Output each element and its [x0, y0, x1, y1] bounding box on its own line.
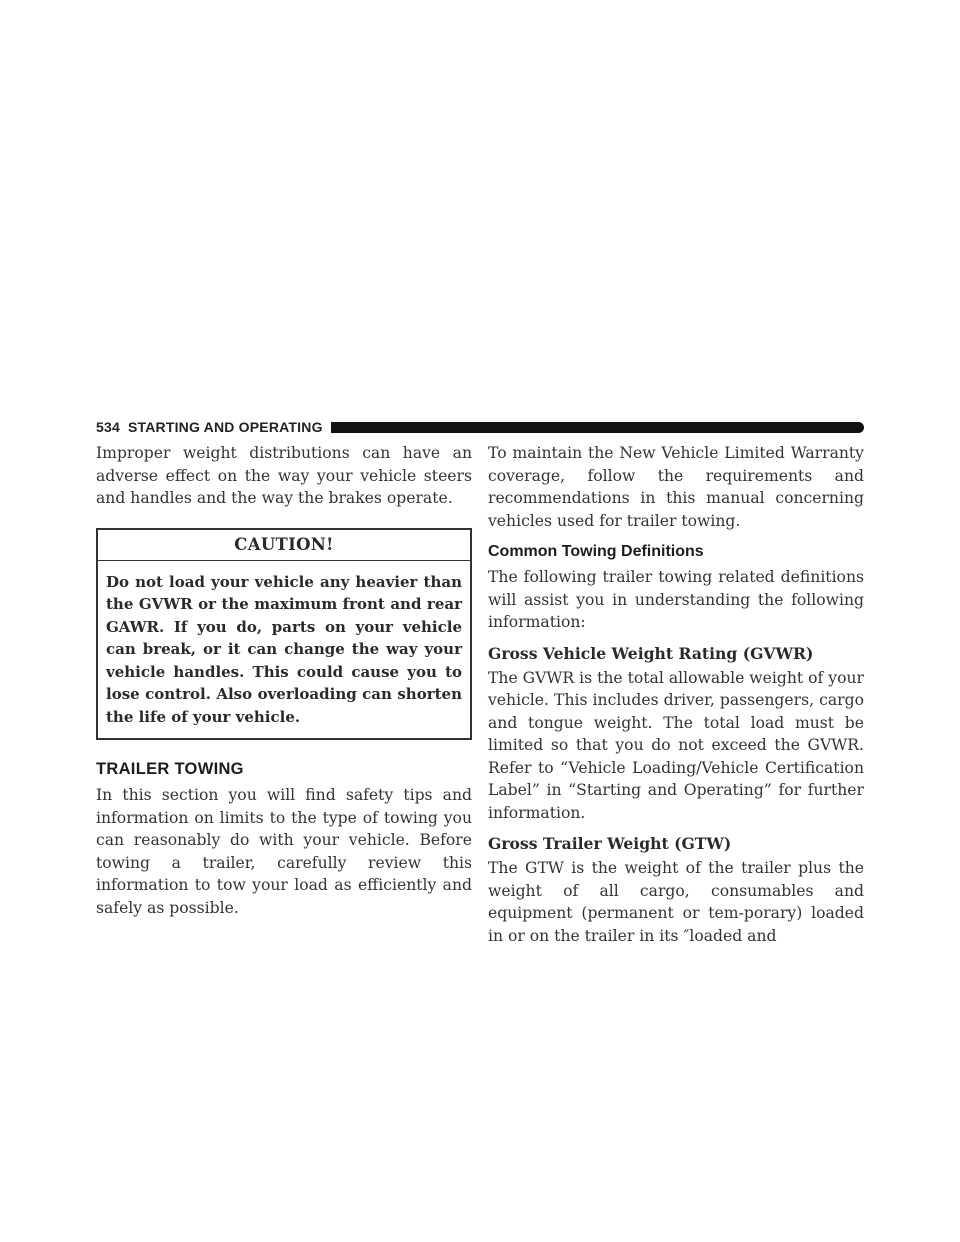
trailer-towing-heading: TRAILER TOWING [96, 760, 244, 778]
warranty-paragraph: To maintain the New Vehicle Limited Warranty coverage, follow the requirements and recommendations in this manual concerning vehicles used for trailer towing. [488, 444, 864, 530]
page-number: 534 [96, 419, 120, 435]
header-rule [331, 422, 864, 433]
towing-definitions-heading: Common Towing Definitions [488, 543, 704, 560]
definitions-intro-paragraph: The following trailer towing related definitions will assist you in understanding the following information: [488, 568, 864, 631]
gvwr-paragraph: The GVWR is the total allowable weight of your vehicle. This includes driver, passengers, cargo and tongue weight. The total load must be limited so that you do not exceed the GVWR. Refer to “Vehicle Loading/Vehicle Certification Label” in “Starting and Operating” for further information. [488, 668, 864, 822]
gvwr-heading: Gross Vehicle Weight Rating (GVWR) [488, 643, 814, 663]
page-header [96, 418, 864, 436]
gtw-paragraph: The GTW is the weight of the trailer plus the weight of all cargo, consumables and equipment (permanent or tem-porary) loaded in or on the trailer in its ″loaded and [488, 859, 864, 945]
weight-distribution-paragraph: Improper weight distributions can have an adverse effect on the way your vehicle steers and handles and the way the brakes operate. [96, 444, 472, 507]
caution-text: Do not load your vehicle any heavier than the GVWR or the maximum front and rear GAWR. If you do, parts on your vehicle can break, or it can change the way your vehicle handles. This could cause you to lose control. Also overloading can shorten the life of your vehicle. [106, 572, 462, 726]
trailer-towing-paragraph: In this section you will find safety tips and information on limits to the type of towing you can reasonably do with your vehicle. Before towing a trailer, carefully review this information to tow your load as efficiently and safely as possible. [96, 786, 472, 917]
caution-box [96, 528, 472, 741]
left-column [96, 442, 472, 919]
caution-title: CAUTION! [98, 530, 470, 561]
right-column [488, 442, 864, 947]
section-title: STARTING AND OPERATING [127, 419, 323, 435]
gtw-heading: Gross Trailer Weight (GTW) [488, 834, 732, 853]
